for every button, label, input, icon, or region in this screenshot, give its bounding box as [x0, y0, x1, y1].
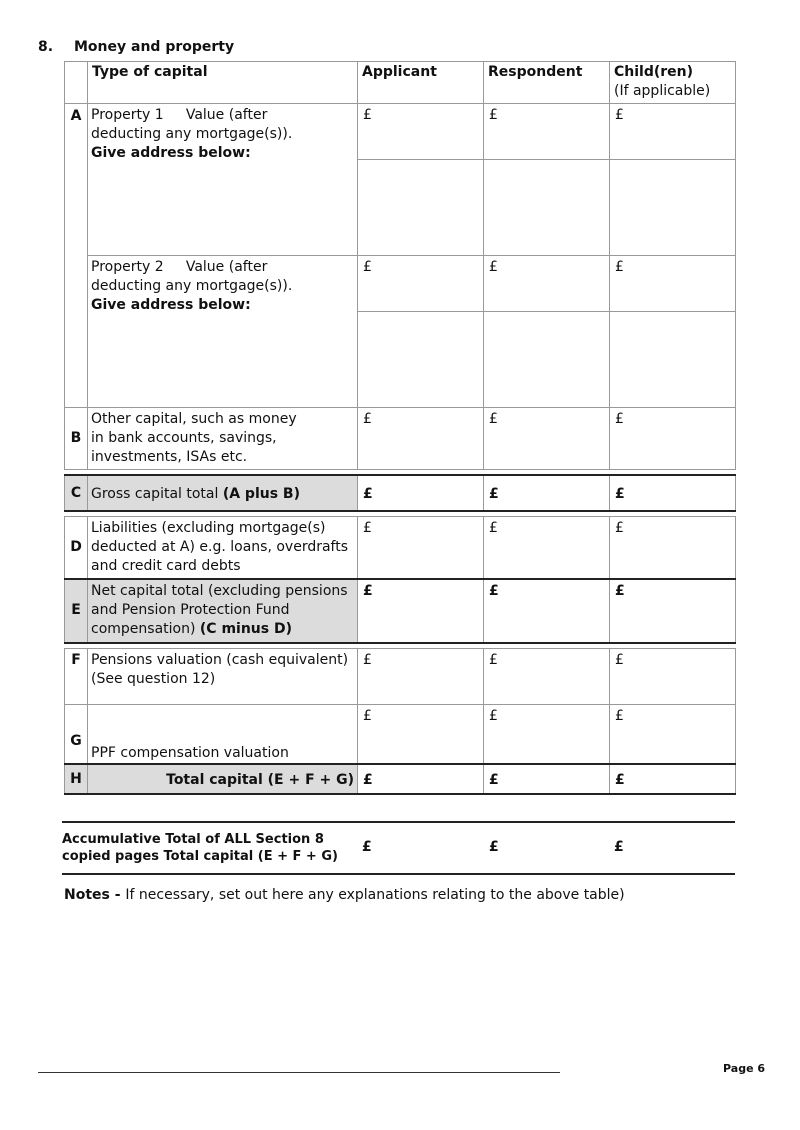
property1-line2: deducting any mortgage(s)). — [91, 126, 293, 142]
property1-children-value[interactable]: £ — [610, 104, 736, 160]
row-h — [65, 764, 736, 794]
row-letter-f: F — [65, 648, 88, 704]
section-title: Money and property — [74, 39, 235, 55]
accumulative-applicant[interactable]: £ — [362, 839, 372, 855]
row-e-label — [88, 579, 358, 643]
row-g-children[interactable]: £ — [610, 704, 736, 764]
row-b-children[interactable]: £ — [610, 408, 736, 470]
row-f-line2: (See question 12) — [91, 670, 216, 687]
row-letter-a: A — [65, 104, 88, 408]
row-h-label: Total capital (E + F + G) — [88, 764, 358, 794]
row-c-applicant[interactable]: £ — [358, 475, 484, 511]
property2-line1: Property 2 Value (after — [91, 259, 268, 275]
row-d-children[interactable]: £ — [610, 517, 736, 579]
row-e-respondent[interactable]: £ — [484, 579, 610, 643]
property1-respondent-value[interactable]: £ — [484, 104, 610, 160]
row-h-children[interactable]: £ — [610, 764, 736, 794]
property2-label — [88, 256, 358, 408]
accumulative-line1: Accumulative Total of ALL Section 8 — [62, 832, 324, 847]
property2-children-address[interactable] — [610, 312, 736, 408]
property1-label — [88, 104, 358, 256]
row-f-children[interactable]: £ — [610, 648, 736, 704]
row-c-label — [88, 475, 358, 511]
header-children-label: Child(ren) — [614, 64, 694, 80]
table-header-row — [65, 62, 736, 104]
property2-applicant-value[interactable]: £ — [358, 256, 484, 312]
page-number: Page 6 — [723, 1062, 766, 1075]
accumulative-total-row — [62, 821, 735, 875]
row-b-line2: in bank accounts, savings, — [91, 430, 277, 446]
property1-line3: Give address below: — [91, 145, 251, 161]
notes-text: If necessary, set out here any explanations relating to the above table) — [125, 887, 625, 903]
row-d-applicant[interactable]: £ — [358, 517, 484, 579]
notes-label: Notes - — [64, 887, 126, 903]
property1-applicant-value[interactable]: £ — [358, 104, 484, 160]
row-e-line1: Net capital total (excluding pensions — [91, 582, 348, 599]
header-blank — [65, 62, 88, 104]
row-d-label — [88, 517, 358, 579]
row-b-line3: investments, ISAs etc. — [91, 449, 248, 465]
row-g-respondent[interactable]: £ — [484, 704, 610, 764]
header-applicant: Applicant — [358, 62, 484, 104]
header-respondent: Respondent — [484, 62, 610, 104]
property2-line3: Give address below: — [91, 297, 251, 313]
row-d-line1: Liabilities (excluding mortgage(s) — [91, 520, 326, 536]
property2-respondent-address[interactable] — [484, 312, 610, 408]
row-d-line3: and credit card debts — [91, 558, 241, 574]
footer-rule — [38, 1072, 560, 1073]
row-e — [65, 579, 736, 643]
row-b — [65, 408, 736, 470]
row-e-line3: compensation) — [91, 620, 200, 637]
row-b-applicant[interactable]: £ — [358, 408, 484, 470]
row-letter-c: C — [65, 475, 88, 511]
capital-table — [64, 61, 736, 795]
property1-respondent-address[interactable] — [484, 160, 610, 256]
row-e-children[interactable]: £ — [610, 579, 736, 643]
header-children — [610, 62, 736, 104]
property1-applicant-address[interactable] — [358, 160, 484, 256]
row-d-respondent[interactable]: £ — [484, 517, 610, 579]
row-b-line1: Other capital, such as money — [91, 411, 297, 427]
row-e-line2: and Pension Protection Fund — [91, 601, 290, 618]
row-c-text: Gross capital total — [91, 485, 223, 502]
row-c-respondent[interactable]: £ — [484, 475, 610, 511]
row-g-applicant[interactable]: £ — [358, 704, 484, 764]
accumulative-total-label — [62, 831, 362, 865]
accumulative-respondent[interactable]: £ — [489, 839, 499, 855]
property2-line2: deducting any mortgage(s)). — [91, 278, 293, 294]
row-a-property1-value — [65, 104, 736, 160]
row-h-applicant[interactable]: £ — [358, 764, 484, 794]
row-c-children[interactable]: £ — [610, 475, 736, 511]
accumulative-children[interactable]: £ — [614, 839, 624, 855]
row-c — [65, 475, 736, 511]
row-f-line1: Pensions valuation (cash equivalent) — [91, 651, 349, 668]
row-f-respondent[interactable]: £ — [484, 648, 610, 704]
row-letter-d: D — [65, 517, 88, 579]
row-g-label: PPF compensation valuation — [88, 704, 358, 764]
header-children-sub: (If applicable) — [614, 83, 711, 99]
row-f — [65, 648, 736, 704]
row-b-label — [88, 408, 358, 470]
property2-children-value[interactable]: £ — [610, 256, 736, 312]
row-letter-b: B — [65, 408, 88, 470]
section-number: 8. — [38, 39, 54, 55]
property2-applicant-address[interactable] — [358, 312, 484, 408]
accumulative-line2: copied pages Total capital (E + F + G) — [62, 849, 338, 864]
row-c-bold: (A plus B) — [222, 485, 300, 502]
row-letter-e: E — [65, 579, 88, 643]
row-f-label — [88, 648, 358, 704]
row-e-bold: (C minus D) — [199, 620, 292, 637]
row-f-applicant[interactable]: £ — [358, 648, 484, 704]
row-h-respondent[interactable]: £ — [484, 764, 610, 794]
row-b-respondent[interactable]: £ — [484, 408, 610, 470]
property1-line1: Property 1 Value (after — [91, 107, 268, 123]
row-letter-h: H — [65, 764, 88, 794]
row-e-applicant[interactable]: £ — [358, 579, 484, 643]
row-a-property2-value — [65, 256, 736, 312]
property2-respondent-value[interactable]: £ — [484, 256, 610, 312]
notes — [64, 887, 625, 903]
row-d — [65, 517, 736, 579]
row-d-line2: deducted at A) e.g. loans, overdrafts — [91, 539, 349, 555]
header-type-of-capital: Type of capital — [88, 62, 358, 104]
property1-children-address[interactable] — [610, 160, 736, 256]
row-letter-g: G — [65, 704, 88, 764]
row-g — [65, 704, 736, 764]
